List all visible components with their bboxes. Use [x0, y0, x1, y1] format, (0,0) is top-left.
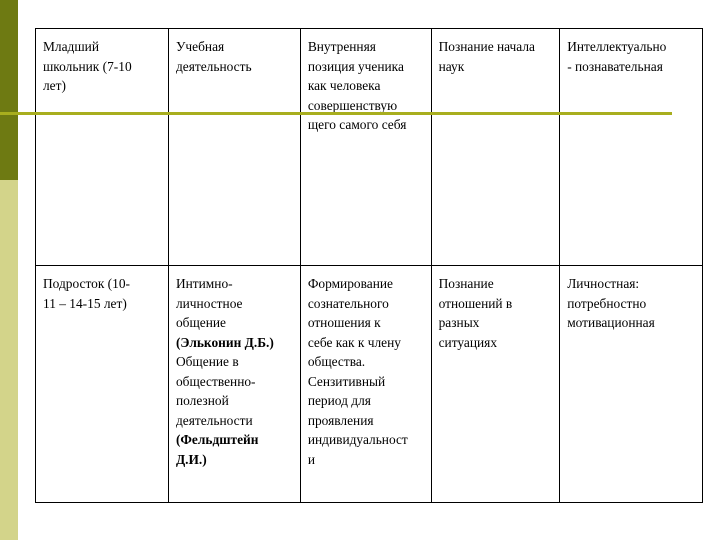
activity-reference-feldshtein: (Фельдштейн Д.И.)	[175, 432, 259, 467]
activity-middle-text: Общение в общественно- полезной деятельности	[175, 354, 256, 428]
cell-age: Младший школьник (7-10 лет)	[36, 29, 169, 266]
cell-sphere: Интеллектуально - познавательная	[560, 29, 703, 266]
cell-cognition: Познание отношений в разных ситуациях	[431, 266, 560, 503]
cell-leading-activity: Учебная деятельность	[168, 29, 300, 266]
activity-reference-elkonin: (Эльконин Д.Б.)	[175, 334, 274, 350]
horizontal-accent-line	[0, 112, 672, 115]
cell-neoformation: Формирование сознательного отношения к себе как к члену общества. Сензитивный период для проявления индивидуальност и	[300, 266, 431, 503]
age-periods-table	[35, 28, 703, 503]
left-accent-band-dark	[0, 0, 18, 180]
table-row	[36, 29, 703, 266]
cell-cognition: Познание начала наук	[431, 29, 560, 266]
left-accent-band-light	[0, 180, 18, 540]
cell-leading-activity	[168, 266, 300, 503]
cell-age: Подросток (10- 11 – 14-15 лет)	[36, 266, 169, 503]
cell-sphere: Личностная: потребностно мотивационная	[560, 266, 703, 503]
cell-neoformation: Внутренняя позиция ученика как человека совершенствую щего самого себя	[300, 29, 431, 266]
table-row	[36, 266, 703, 503]
activity-intro-text: Интимно- личностное общение	[175, 276, 243, 330]
